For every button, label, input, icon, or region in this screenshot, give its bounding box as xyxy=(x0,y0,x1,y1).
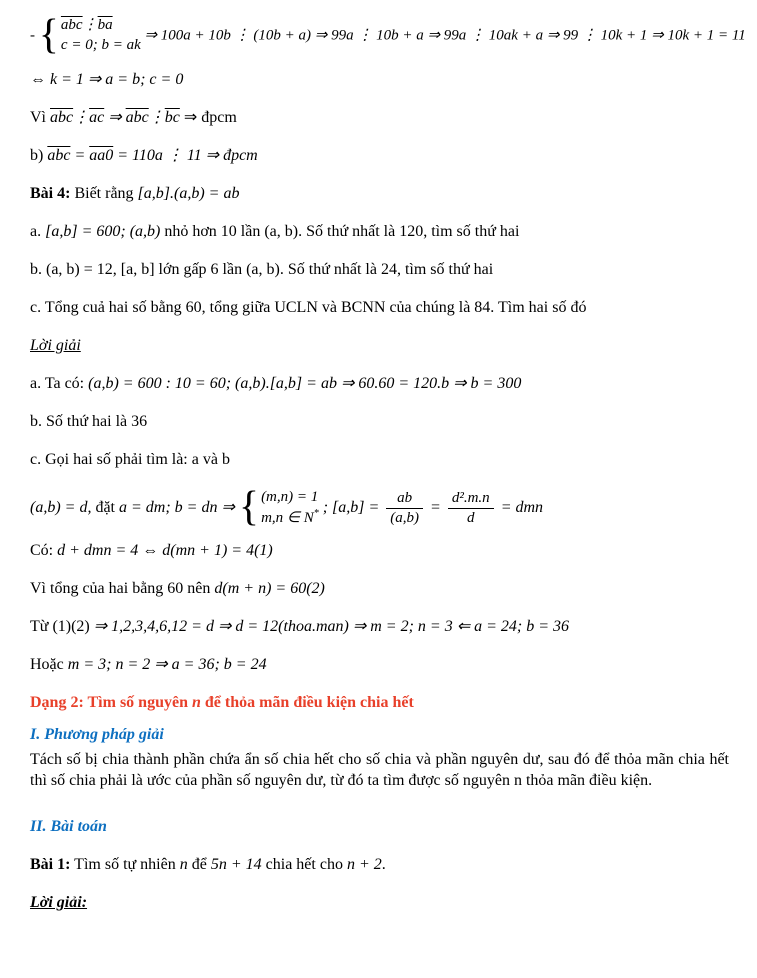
problem-formula: [a,b].(a,b) = ab xyxy=(137,184,240,202)
solution-c-line-2 xyxy=(30,541,729,561)
system-row-top: (m,n) = 1 xyxy=(261,488,319,505)
heading-variable-n: n xyxy=(191,693,201,711)
divisible-symbol: ⋮ xyxy=(82,17,98,34)
overline-abc: $\overline{abc}$ xyxy=(50,108,74,126)
fraction-ab-over-gcd xyxy=(386,489,423,528)
text-tu: Từ (1)(2) xyxy=(30,617,90,635)
divisible-symbol: ⋮ xyxy=(148,108,165,126)
text-co: Có: xyxy=(30,541,54,559)
solution-label: Lời giải xyxy=(30,336,81,354)
proof-line-1 xyxy=(30,12,746,58)
problems-heading xyxy=(30,817,729,837)
item-text: c. Tổng cuả hai số bằng 60, tổng giữa UCLN và BCNN của chúng là 84. Tìm hai số đó xyxy=(30,298,587,316)
proof-line-3 xyxy=(30,108,729,128)
system-rows xyxy=(261,488,319,529)
eq-part-1: (a,b) = d, xyxy=(30,499,92,517)
fraction-numerator: d².m.n xyxy=(448,489,494,509)
solution-c-equation xyxy=(30,484,729,531)
solution-b xyxy=(30,412,729,432)
overline-ba: $\overline{ba}$ xyxy=(97,17,113,34)
overline-abc: $\overline{abc}$ xyxy=(47,146,71,164)
overline-abc: $\overline{abc}$ xyxy=(125,108,149,126)
solution-heading-2 xyxy=(30,893,729,913)
problem-4-heading xyxy=(30,184,729,204)
item-label: a. xyxy=(30,222,42,240)
divisible-symbol: ⋮ xyxy=(73,108,90,126)
problem-4-item-c xyxy=(30,298,729,318)
implies-arrow: ⇒ xyxy=(108,108,122,126)
text-vi-tong: Vì tổng của hai bằng 60 nên xyxy=(30,579,211,597)
equation: ⇔ k = 1 ⇒ a = b; c = 0 xyxy=(30,70,184,88)
expression-5n-14: 5n + 14 xyxy=(210,856,262,874)
equation-system-1 xyxy=(38,12,141,58)
set-membership: m,n ∈ N xyxy=(261,510,314,527)
fraction-denominator: d xyxy=(467,509,475,526)
overline-bc: $\overline{bc}$ xyxy=(164,108,180,126)
solution-heading xyxy=(30,336,729,356)
qed-text: ⇒ đpcm xyxy=(183,108,237,126)
solution-c-line-3 xyxy=(30,579,729,599)
item-text: nhỏ hơn 10 lần (a, b). Số thứ nhất là 120, tìm số thứ hai xyxy=(164,222,520,240)
system-rows xyxy=(61,16,141,55)
star-superscript: * xyxy=(313,508,319,520)
method-heading xyxy=(30,725,729,745)
solution-math: (a,b) = 600 : 10 = 60; (a,b).[a,b] = ab ⇒ 60.60 = 120.b ⇒ b = 300 xyxy=(88,374,522,392)
system-row-bottom: c = 0; b = ak xyxy=(60,36,141,53)
proof-line-4 xyxy=(30,146,729,166)
problem-4-item-a xyxy=(30,222,729,242)
statement-text-1: Tìm số tự nhiên xyxy=(74,856,176,874)
text-dat: đặt xyxy=(95,499,115,517)
item-math: [a,b] = 600; (a,b) xyxy=(45,222,161,240)
equation: d + dmn = 4 ⇔ d(mn + 1) = 4(1) xyxy=(57,541,273,559)
problem-number: Bài 4: xyxy=(30,184,71,202)
equation: m = 3; n = 2 ⇒ a = 36; b = 24 xyxy=(67,655,267,673)
problems-heading-text: II. Bài toán xyxy=(30,818,107,836)
heading-text-post: để thỏa mãn điều kiện chia hết xyxy=(204,693,414,711)
variable-n: n xyxy=(179,856,188,874)
solution-prefix: a. Ta có: xyxy=(30,374,85,392)
overline-abc: $\overline{abc}$ xyxy=(60,17,83,34)
method-body-paragraph xyxy=(30,749,729,792)
eq-part-3: ; [a,b] = xyxy=(322,499,380,517)
system-row-top xyxy=(61,16,141,36)
divisibility-expression-1 xyxy=(50,109,104,126)
problem-1-statement xyxy=(30,855,729,875)
expression-n-2: n + 2 xyxy=(346,856,382,874)
eq-part-2: a = dm; b = dn ⇒ xyxy=(119,499,235,517)
equals-sign: = xyxy=(74,146,86,164)
equation-rest: = 110a ⋮ 11 ⇒ đpcm xyxy=(117,146,258,164)
period: . xyxy=(381,856,386,874)
fraction-d2mn-over-d xyxy=(448,489,494,528)
statement-text-3: chia hết cho xyxy=(265,856,343,874)
solution-c-line-4 xyxy=(30,617,729,637)
item-label-b: b) xyxy=(30,146,44,164)
statement-text-2: để xyxy=(191,856,207,874)
overline-aa0: aa0 xyxy=(89,146,114,164)
system-row-bottom xyxy=(261,507,319,529)
heading-text-pre: Dạng 2: Tìm số nguyên xyxy=(30,693,188,711)
solution-label: Lời giải: xyxy=(30,894,88,912)
equation xyxy=(47,147,113,164)
eq-part-4: = dmn xyxy=(500,499,544,517)
problem-text: Biết rằng xyxy=(74,184,134,202)
equation-system-2 xyxy=(238,484,319,531)
method-body-text: Tách số bị chia thành phần chứa ẩn số chia hết cho số chia và phần nguyên dư, sau đó để thỏa mãn chia hết thì số chia phải là ước của phần số nguyên dư, từ đó ta tìm được số nguyên n thỏa mãn điều kiện. xyxy=(30,750,729,790)
method-heading-text: I. Phương pháp giải xyxy=(30,725,164,743)
bullet-dash: - xyxy=(30,27,35,44)
problem-4-item-b xyxy=(30,260,729,280)
text-hoac: Hoặc xyxy=(30,655,64,673)
divisibility-expression-2 xyxy=(126,109,180,126)
equation: d(m + n) = 60(2) xyxy=(214,579,325,597)
item-text: b. (a, b) = 12, [a, b] lớn gấp 6 lần (a, b). Số thứ nhất là 24, tìm số thứ hai xyxy=(30,260,494,278)
equation: ⇒ 1,2,3,4,6,12 = d ⇒ d = 12(thoa.man) ⇒ m = 2; n = 3 ⇐ a = 24; b = 36 xyxy=(93,617,570,635)
overline-ac: $\overline{ac}$ xyxy=(89,108,105,126)
left-brace-icon: { xyxy=(238,484,260,531)
problem-number: Bài 1: xyxy=(30,856,71,874)
derivation-chain: ⇒ 100a + 10b ⋮ (10b + a) ⇒ 99a ⋮ 10b + a ⇒ 99a ⋮ 10ak + a ⇒ 99 ⋮ 10k + 1 ⇒ 10k + 1 = 11 xyxy=(144,27,746,44)
solution-c-line-5 xyxy=(30,655,729,675)
section-dang-2-heading xyxy=(30,693,729,713)
solution-c-intro xyxy=(30,450,729,470)
text-vi: Vì xyxy=(30,108,46,126)
solution-a xyxy=(30,374,729,394)
fraction-denominator: (a,b) xyxy=(390,509,420,526)
proof-line-2 xyxy=(30,70,729,90)
equals-sign: = xyxy=(430,499,441,517)
solution-text: b. Số thứ hai là 36 xyxy=(30,412,148,430)
fraction-numerator: ab xyxy=(386,489,423,509)
solution-text: c. Gọi hai số phải tìm là: a và b xyxy=(30,450,230,468)
left-brace-icon: { xyxy=(38,12,59,58)
